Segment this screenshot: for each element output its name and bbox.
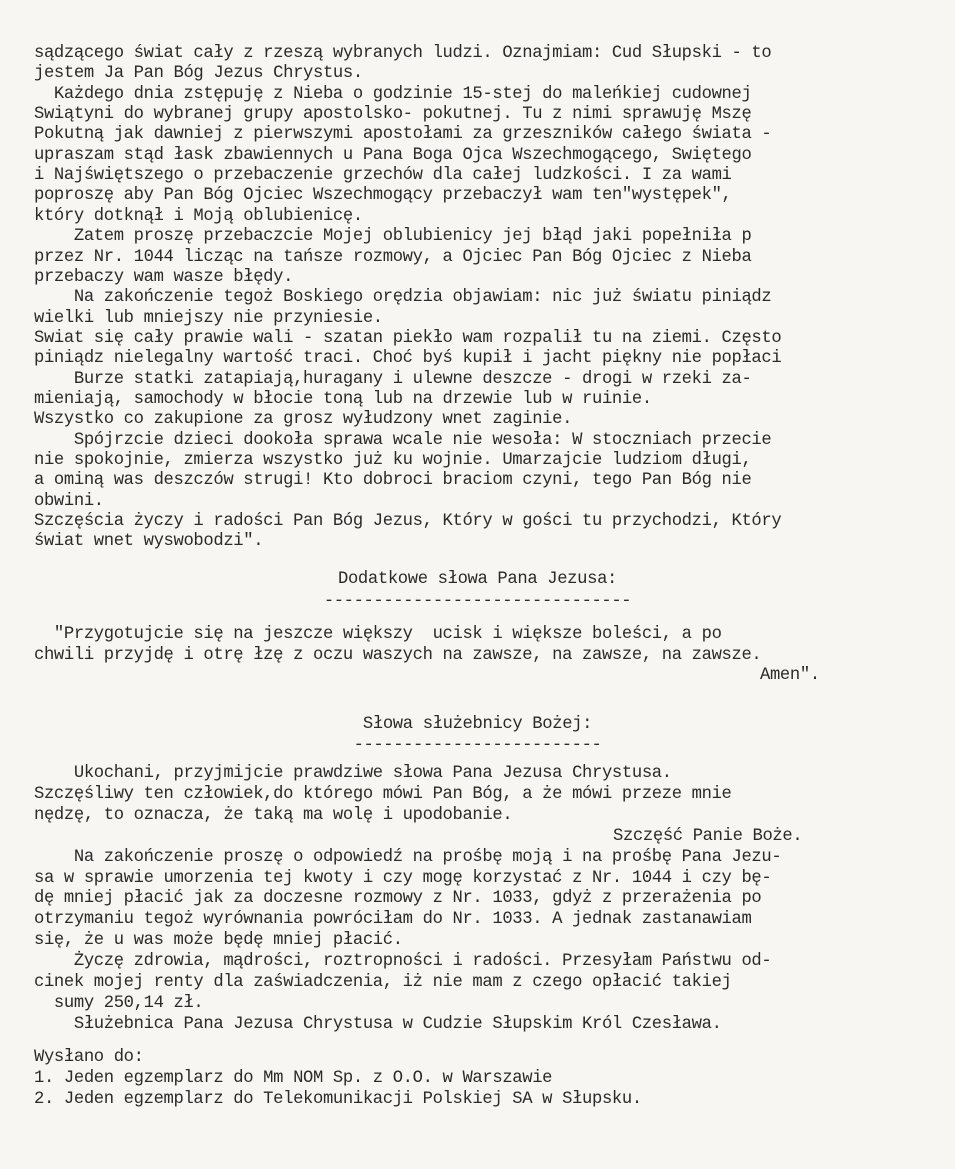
text-line: Szczęść Panie Boże.: [613, 826, 803, 846]
text-line: świat wnet wyswobodzi".: [34, 532, 264, 552]
text-line: Każdego dnia zstępuję z Nieba o godzinie 15-stej do maleńkiej cudownej: [34, 84, 752, 104]
text-line: przez Nr. 1044 licząc na tańsze rozmowy, a Ojciec Pan Bóg Ojciec z Nieba: [34, 247, 752, 267]
text-line: wielki lub mniejszy nie przyniesie.: [34, 308, 383, 328]
text-line: Szczęśliwy ten człowiek,do którego mówi Pan Bóg, a że mówi przeze mnie: [34, 784, 732, 804]
heading-underline: -------------------------: [353, 736, 602, 755]
text-line: się, że u was może będę mniej płacić.: [34, 931, 403, 951]
text-line: który dotknął i Moją oblubienicę.: [34, 206, 363, 226]
text-line: Życzę zdrowia, mądrości, roztropności i radości. Przesyłam Państwu od-: [34, 952, 772, 972]
text-line: Na zakończenie tegoż Boskiego orędzia objawiam: nic już światu piniądz: [34, 288, 772, 308]
heading-servant-words: Słowa służebnicy Bożej:: [362, 715, 593, 734]
text-line: Swiątyni do wybranej grupy apostolsko- pokutnej. Tu z nimi sprawuję Mszę: [34, 105, 752, 125]
text-line: mieniają, samochody w błocie toną lub na drzewie lub w ruinie.: [34, 389, 652, 409]
text-line: piniądz nielegalny wartość traci. Choć byś kupił i jacht piękny nie popłaci: [34, 349, 782, 369]
text-line: sa w sprawie umorzenia tej kwoty i czy mogę korzystać z Nr. 1044 i czy bę-: [34, 868, 772, 888]
text-line: chwili przyjdę i otrę łzę z oczu waszych na zawsze, na zawsze, na zawsze.: [34, 645, 762, 665]
text-line: Swiat się cały prawie wali - szatan piekło wam rozpalił tu na ziemi. Często: [34, 328, 782, 348]
text-line: Wszystko co zakupione za grosz wyłudzony wnet zaginie.: [34, 410, 573, 430]
text-line: Na zakończenie proszę o odpowiedź na prośbę moją i na prośbę Pana Jezu-: [34, 847, 782, 867]
text-line: "Przygotujcie się na jeszcze większy ucisk i większe boleści, a po: [34, 625, 722, 644]
text-line: nędzę, to oznacza, że taką ma wolę i upodobanie.: [34, 805, 513, 825]
text-line: a ominą was deszczów strugi! Kto dobroci braciom czyni, tego Pan Bóg nie: [34, 471, 752, 491]
heading-underline: -------------------------------: [323, 592, 632, 611]
text-line: cinek mojej renty dla zaświadczenia, iż nie mam z czego opłacić takiej: [34, 973, 732, 992]
text-line: otrzymaniu tegoż wyrównania powróciłam do Nr. 1033. A jednak zastanawiam: [34, 910, 752, 930]
text-line: i Najświętszego o przebaczenie grzechów dla całej ludzkości. I za wami: [34, 166, 732, 186]
text-line: nie spokojnie, zmierza wszystko już ku wojnie. Umarzajcie ludziom długi,: [34, 451, 752, 470]
text-line: obwini.: [34, 491, 104, 511]
text-line: dę mniej płacić jak za doczesne rozmowy z Nr. 1033, gdyż z przerażenia po: [34, 889, 762, 909]
text-line: Burze statki zatapiają,huragany i ulewne deszcze - drogi w rzeki za-: [34, 369, 752, 389]
text-line: Służebnica Pana Jezusa Chrystusa w Cudzie Słupskim Król Czesława.: [34, 1014, 722, 1034]
sent-to-label: Wysłano do:: [34, 1048, 144, 1067]
text-line: Pokutną jak dawniej z pierwszymi apostołami za grzeszników całego świata -: [34, 125, 772, 145]
text-line: Amen".: [760, 666, 820, 685]
text-line: 2. Jeden egzemplarz do Telekomunikacji Polskiej SA w Słupsku.: [34, 1089, 642, 1109]
text-line: jestem Ja Pan Bóg Jezus Chrystus.: [34, 64, 363, 84]
text-line: Ukochani, przyjmijcie prawdziwe słowa Pana Jezusa Chrystusa.: [34, 764, 672, 783]
text-line: 1. Jeden egzemplarz do Mm NOM Sp. z O.O. w Warszawie: [34, 1069, 553, 1088]
text-line: poproszę aby Pan Bóg Ojciec Wszechmogący przebaczył wam ten"występek",: [34, 186, 732, 206]
text-line: przebaczy wam wasze błędy.: [34, 267, 294, 287]
heading-additional-words: Dodatkowe słowa Pana Jezusa:: [338, 570, 617, 589]
text-line: sumy 250,14 zł.: [34, 993, 204, 1013]
text-line: Spójrzcie dzieci dookoła sprawa wcale nie wesoła: W stoczniach przecie: [34, 430, 772, 450]
text-line: sądzącego świat cały z rzeszą wybranych ludzi. Oznajmiam: Cud Słupski - to: [34, 44, 772, 63]
text-line: Szczęścia życzy i radości Pan Bóg Jezus, Który w gości tu przychodzi, Który: [34, 512, 782, 532]
text-line: Zatem proszę przebaczcie Mojej oblubienicy jej błąd jaki popełniła p: [34, 227, 752, 247]
text-line: upraszam stąd łask zbawiennych u Pana Boga Ojca Wszechmogącego, Swiętego: [34, 145, 752, 165]
